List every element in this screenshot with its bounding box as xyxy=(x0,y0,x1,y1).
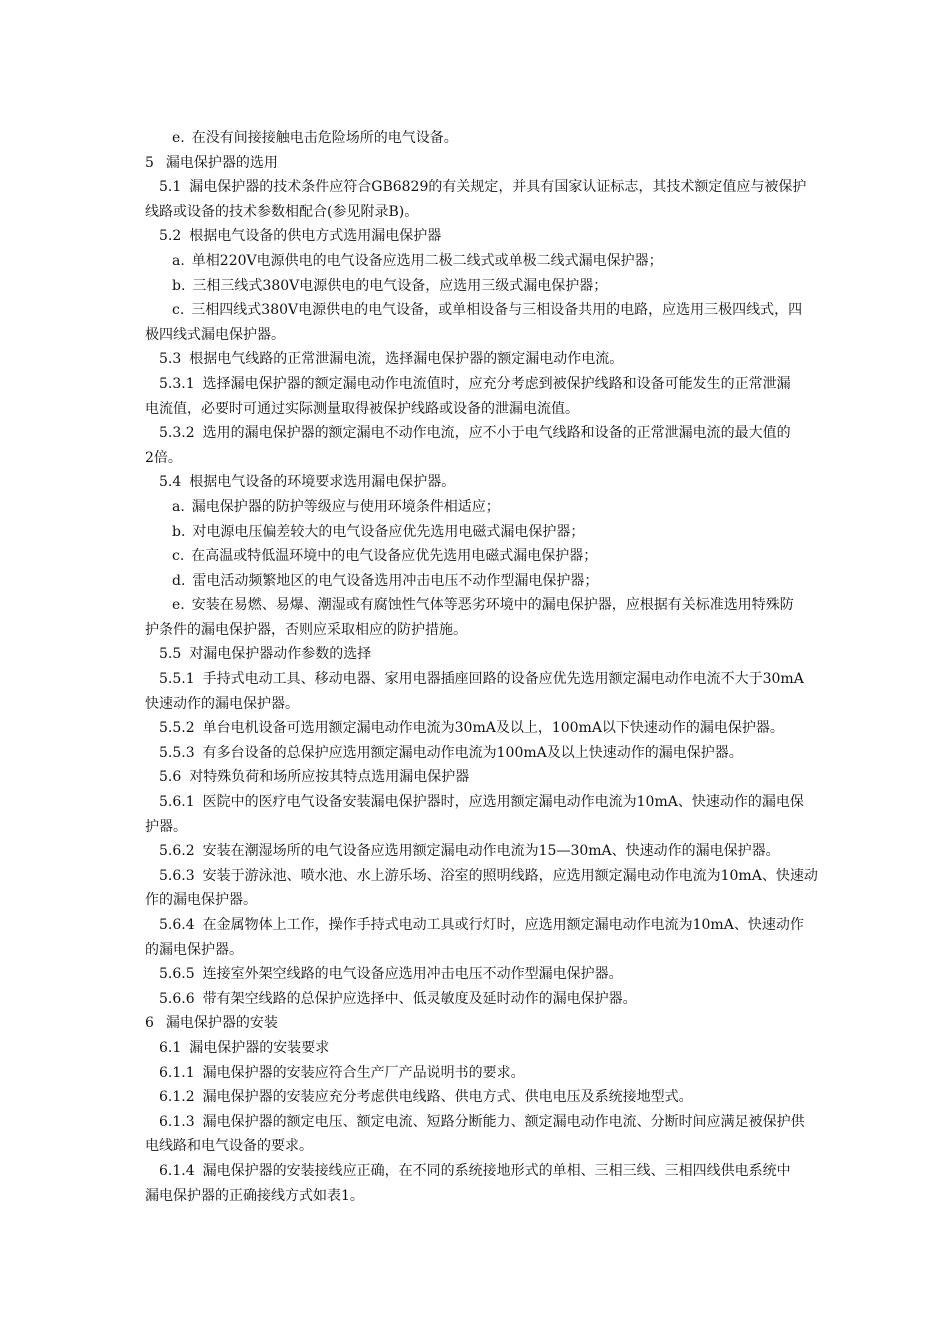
clause-line xyxy=(0,421,950,446)
clause-number: a. xyxy=(172,252,185,269)
clause-line xyxy=(0,372,950,397)
clause-number: 5.3.1 xyxy=(159,375,195,392)
clause-text: 单台电机设备可选用额定漏电动作电流为30mA及以上，100mA以下快速动作的漏电保护器。 xyxy=(202,720,784,737)
clause-text: 线路或设备的技术参数相配合(参见附录B)。 xyxy=(145,203,419,220)
clause-number: 6.1.3 xyxy=(159,1113,195,1130)
clause-text: 作的漏电保护器。 xyxy=(145,892,257,909)
clause-line xyxy=(0,347,950,372)
clause-line xyxy=(0,1110,950,1135)
clause-line xyxy=(0,1085,950,1110)
clause-text: 电流值，必要时可通过实际测量取得被保护线路或设备的泄漏电流值。 xyxy=(145,400,579,417)
clause-text: 对特殊负荷和场所应按其特点选用漏电保护器 xyxy=(189,769,470,786)
clause-text: 对漏电保护器动作参数的选择 xyxy=(189,646,372,663)
paragraph-continuation xyxy=(0,1134,950,1159)
clause-line xyxy=(0,249,950,274)
clause-line xyxy=(0,667,950,692)
clause-text: 漏电保护器的安装要求 xyxy=(189,1039,330,1056)
clause-number: 6 xyxy=(145,1015,154,1032)
clause-text: 电线路和电气设备的要求。 xyxy=(145,1138,313,1155)
clause-text: 有多台设备的总保护应选用额定漏电动作电流为100mA及以上快速动作的漏电保护器。 xyxy=(202,744,743,761)
clause-number: 5.6.3 xyxy=(159,867,195,884)
paragraph-continuation xyxy=(0,200,950,225)
clause-text: 根据电气设备的供电方式选用漏电保护器 xyxy=(189,228,442,245)
clause-line xyxy=(0,790,950,815)
paragraph-continuation xyxy=(0,323,950,348)
clause-number: d. xyxy=(172,572,186,589)
clause-number: 5.6.5 xyxy=(159,966,195,983)
paragraph-continuation xyxy=(0,1184,950,1209)
clause-number: 5.5 xyxy=(159,646,182,663)
clause-text: 选择漏电保护器的额定漏电动作电流值时，应充分考虑到被保护线路和设备可能发生的正常泄漏 xyxy=(202,375,791,392)
clause-line xyxy=(0,741,950,766)
clause-text: 医院中的医疗电气设备安装漏电保护器时，应选用额定漏电动作电流为10mA、快速动作的漏电保 xyxy=(202,794,804,811)
clause-number: c. xyxy=(172,548,185,565)
clause-text: 在金属物体上工作，操作手持式电动工具或行灯时，应选用额定漏电动作电流为10mA、快速动作 xyxy=(202,917,804,933)
clause-text: 护器。 xyxy=(145,818,187,835)
clause-text: 安装在易燃、易爆、潮湿或有腐蚀性气体等恶劣环境中的漏电保护器，应根据有关标准选用特殊防 xyxy=(191,597,794,614)
clause-line xyxy=(0,864,950,889)
clause-line xyxy=(0,913,950,938)
clause-text: 在没有间接接触电击危险场所的电气设备。 xyxy=(191,130,458,146)
paragraph-continuation xyxy=(0,397,950,422)
clause-number: b. xyxy=(172,277,186,294)
clause-line xyxy=(0,470,950,495)
clause-text: 对电源电压偏差较大的电气设备应优先选用电磁式漏电保护器； xyxy=(192,523,585,540)
clause-number: 5.6 xyxy=(159,769,182,786)
clause-number: 5.5.2 xyxy=(159,720,195,737)
clause-text: 漏电保护器的额定电压、额定电流、短路分断能力、额定漏电动作电流、分断时间应满足被保护供 xyxy=(202,1113,805,1130)
clause-number: a. xyxy=(172,498,185,515)
clause-text: 带有架空线路的总保护应选择中、低灵敏度及延时动作的漏电保护器。 xyxy=(202,990,637,1007)
clause-line xyxy=(0,1061,950,1086)
clause-line xyxy=(0,126,950,151)
clause-text: 漏电保护器的安装应符合生产厂产品说明书的要求。 xyxy=(202,1064,525,1081)
clause-text: 极四线式漏电保护器。 xyxy=(145,326,285,343)
clause-number: 5.5.1 xyxy=(159,671,195,688)
clause-text: 三相四线式380V电源供电的电气设备，或单相设备与三相设备共用的电路，应选用三极四线式，四 xyxy=(191,302,803,319)
clause-text: 漏电保护器的防护等级应与使用环境条件相适应； xyxy=(191,498,500,515)
clause-number: 6.1.4 xyxy=(159,1162,195,1179)
clause-line xyxy=(0,1159,950,1184)
clause-line xyxy=(0,544,950,569)
clause-line xyxy=(0,274,950,299)
clause-text: 在高温或特低温环境中的电气设备应优先选用电磁式漏电保护器； xyxy=(191,548,598,565)
clause-line xyxy=(0,839,950,864)
paragraph-continuation xyxy=(0,446,950,471)
clause-text: 选用的漏电保护器的额定漏电不动作电流，应不小于电气线路和设备的正常泄漏电流的最大值的 xyxy=(202,425,791,442)
clause-number: b. xyxy=(172,523,186,540)
clause-text: 漏电保护器的安装接线应正确，在不同的系统接地形式的单相、三相三线、三相四线供电系统中 xyxy=(202,1162,791,1179)
clause-line xyxy=(0,151,950,176)
clause-line xyxy=(0,642,950,667)
clause-number: 5.6.1 xyxy=(159,794,195,811)
clause-line xyxy=(0,987,950,1012)
paragraph-continuation xyxy=(0,618,950,643)
clause-number: e. xyxy=(172,130,185,146)
clause-text: 三相三线式380V电源供电的电气设备，应选用三级式漏电保护器； xyxy=(192,277,608,294)
clause-line xyxy=(0,962,950,987)
clause-line xyxy=(0,1011,950,1036)
clause-line xyxy=(0,765,950,790)
clause-line xyxy=(0,298,950,323)
paragraph-continuation xyxy=(0,692,950,717)
clause-line xyxy=(0,175,950,200)
clause-number: 6.1.1 xyxy=(159,1064,195,1081)
clause-text: 根据电气线路的正常泄漏电流，选择漏电保护器的额定漏电动作电流。 xyxy=(189,351,624,368)
clause-line xyxy=(0,1036,950,1061)
clause-text: 单相220V电源供电的电气设备应选用二极二线式或单极二线式漏电保护器； xyxy=(191,252,663,269)
clause-text: 安装在潮湿场所的电气设备应选用额定漏电动作电流为15—30mA、快速动作的漏电保护器。 xyxy=(202,843,780,860)
clause-number: 5.3.2 xyxy=(159,425,195,442)
clause-text: 安装于游泳池、喷水池、水上游乐场、浴室的照明线路，应选用额定漏电动作电流为10mA、快速动 xyxy=(202,867,818,884)
clause-line xyxy=(0,593,950,618)
clause-text: 漏电保护器的安装应充分考虑供电线路、供电方式、供电电压及系统接地型式。 xyxy=(202,1089,693,1106)
clause-number: 5 xyxy=(145,154,154,171)
clause-text: 的漏电保护器。 xyxy=(145,941,243,958)
clause-number: 5.3 xyxy=(159,351,182,368)
paragraph-continuation xyxy=(0,938,950,963)
clause-text: 快速动作的漏电保护器。 xyxy=(145,695,299,712)
clause-number: c. xyxy=(172,302,185,319)
clause-line xyxy=(0,520,950,545)
clause-number: 5.4 xyxy=(159,474,182,491)
clause-text: 漏电保护器的正确接线方式如表1。 xyxy=(145,1187,364,1204)
clause-number: 5.5.3 xyxy=(159,744,195,761)
clause-line xyxy=(0,569,950,594)
document-page xyxy=(0,126,950,1208)
clause-number: 6.1 xyxy=(159,1039,182,1056)
clause-text: 2倍。 xyxy=(145,449,182,466)
clause-number: 6.1.2 xyxy=(159,1089,195,1106)
clause-text: 根据电气设备的环境要求选用漏电保护器。 xyxy=(189,474,456,491)
clause-number: 5.1 xyxy=(159,179,182,196)
clause-number: 5.6.4 xyxy=(159,917,195,933)
clause-line xyxy=(0,495,950,520)
clause-number: 5.6.6 xyxy=(159,990,195,1007)
clause-text: 手持式电动工具、移动电器、家用电器插座回路的设备应优先选用额定漏电动作电流不大于30mA xyxy=(202,671,804,688)
paragraph-continuation xyxy=(0,815,950,840)
clause-text: 漏电保护器的安装 xyxy=(165,1015,278,1032)
clause-number: 5.6.2 xyxy=(159,843,195,860)
clause-number: 5.2 xyxy=(159,228,182,245)
clause-text: 护条件的漏电保护器，否则应采取相应的防护措施。 xyxy=(145,621,467,638)
clause-line xyxy=(0,716,950,741)
clause-line xyxy=(0,224,950,249)
paragraph-continuation xyxy=(0,888,950,913)
clause-text: 雷电活动频繁地区的电气设备选用冲击电压不动作型漏电保护器； xyxy=(192,572,599,589)
clause-number: e. xyxy=(172,597,185,614)
clause-text: 连接室外架空线路的电气设备应选用冲击电压不动作型漏电保护器。 xyxy=(202,966,623,983)
clause-text: 漏电保护器的选用 xyxy=(165,154,278,171)
clause-text: 漏电保护器的技术条件应符合GB6829的有关规定，并具有国家认证标志，其技术额定值应与被保护 xyxy=(189,179,807,196)
